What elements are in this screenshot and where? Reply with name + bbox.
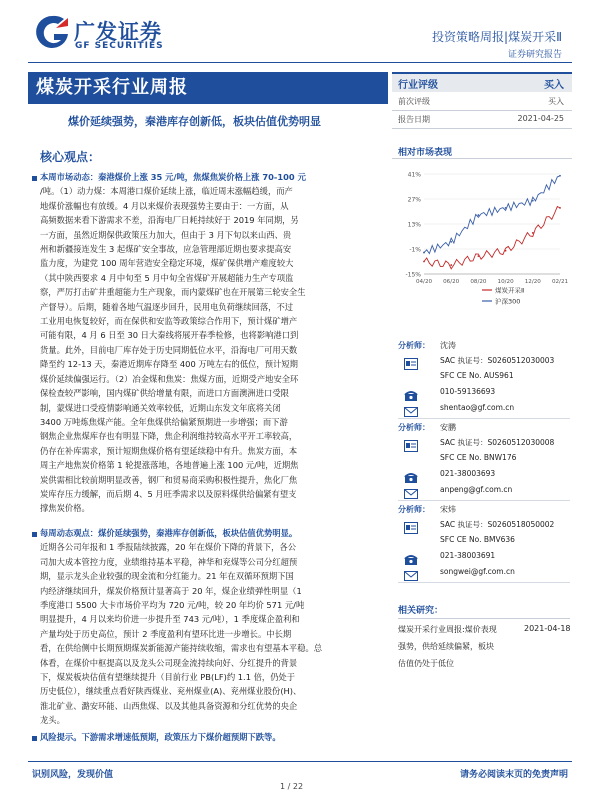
analyst-name: 安鹏 xyxy=(440,423,456,432)
data-point xyxy=(505,207,507,209)
data-point xyxy=(478,214,480,216)
paragraph-line: 期，显示龙头企业较强的现金流和分红能力。21 年在双循环预期下国 xyxy=(40,571,294,582)
paragraph-line: 下，煤炭板块估值有望继续提升（目前行业 PB(LF)约 1.1 倍，仍处于 xyxy=(40,672,296,683)
analyst-phone[interactable]: 010-59136693 xyxy=(440,387,496,396)
data-point xyxy=(423,261,425,263)
paragraph-line: 3400 万吨炼焦煤产能。全年焦煤供给偏紧预期进一步增强；而下游 xyxy=(40,416,288,427)
legend-label-2: 沪深300 xyxy=(495,297,521,306)
report-type: 证券研究报告 xyxy=(507,50,562,60)
analyst-phone[interactable]: 021-38003691 xyxy=(440,551,496,560)
data-point xyxy=(478,255,480,257)
chart-title-divider xyxy=(392,158,572,159)
paragraph-line: 风险提示。下游需求增速低预期，政策压力下煤价超预期下跌等。 xyxy=(40,732,281,742)
header-divider xyxy=(28,62,572,63)
paragraph-line: 察，严厉打击矿井重超能力生产现象，而内蒙煤矿也在开展第三轮安全生 xyxy=(40,287,306,298)
analyst-sac: SAC 执证号：S0260518050002 xyxy=(440,520,555,529)
gf-logo-icon xyxy=(34,14,70,52)
paragraph-line: 产督导）。后期，随着各地气温逐步回升，民用电负荷继续回落，不过 xyxy=(40,301,294,312)
email-icon xyxy=(404,567,418,579)
paragraph-line: /吨。（1）动力煤：本周港口煤价延续上涨，临近周末涨幅趋缓，而产 xyxy=(40,186,293,197)
analyst-label: 分析师： xyxy=(398,341,430,350)
paragraph-line: 炭库存压力缓解，而后期 4、5 月旺季需求以及原料煤供给偏紧有望支 xyxy=(40,488,297,499)
relative-performance-chart xyxy=(398,162,568,322)
page-number: 1 / 22 xyxy=(280,782,304,791)
paragraph-line: 每周动态观点：煤价延续强势，秦港库存创新低，板块估值优势明显。 xyxy=(40,528,298,538)
analyst-email[interactable]: songwei@gf.com.cn xyxy=(440,567,515,576)
data-point xyxy=(559,207,561,209)
rating-row-date xyxy=(392,112,572,128)
legend-label-1: 煤炭开采Ⅱ xyxy=(495,286,525,295)
footer-slogan: 识别风险，发现价值 xyxy=(32,770,114,780)
paragraph-line: 体看，在煤价中枢提高以及龙头公司现金流持续向好、分红提升的背景 xyxy=(40,657,298,668)
footer-divider xyxy=(28,761,572,762)
paragraph-line: 炭供需相比较前期明显改善，钢厂和贸易商采购积极性提升，焦化厂焦 xyxy=(40,474,298,485)
analyst-sfc: SFC CE No. BMV636 xyxy=(440,535,515,544)
rating-header-key: 行业评级 xyxy=(398,80,438,91)
paragraph-line: 保检查较严影响，国内煤矿供给增量有限，而进口方面澳洲进口受限 xyxy=(40,388,289,399)
report-title: 煤炭开采行业周报 xyxy=(28,72,388,104)
rating-row-previous xyxy=(392,94,572,110)
paragraph-line: 州和新疆接连发生 3 起煤矿安全事故，应急管理部近期也要求提高安 xyxy=(40,244,292,255)
x-tick-label: 06/20 xyxy=(443,279,460,285)
x-tick-label: 04/20 xyxy=(415,279,433,285)
analyst-sac: SAC 执证号：S0260512030008 xyxy=(440,438,555,447)
bullet-icon xyxy=(32,736,37,741)
y-tick-label: 41% xyxy=(407,171,421,179)
series-line-2 xyxy=(424,176,560,254)
paragraph-line: 仍存在补库需求，预计短期焦煤价格有望延续稳中有升。焦炭方面，本 xyxy=(40,445,298,456)
report-subtitle: 煤价延续强势，秦港库存创新低，板块估值优势明显 xyxy=(68,115,321,128)
analyst-sfc: SFC CE No. AUS961 xyxy=(440,371,514,380)
related-report-line-2[interactable]: 强势，供给延续偏紧，板块 xyxy=(398,642,494,651)
email-icon xyxy=(404,485,418,497)
related-report-line-3[interactable]: 估值仍处于低位 xyxy=(398,659,454,668)
paragraph-line: 货量。此外，目前电厂库存处于历史同期低位水平，沿海电厂可用天数 xyxy=(40,344,298,355)
related-divider xyxy=(398,618,570,619)
analyst-email[interactable]: anpeng@gf.com.cn xyxy=(440,485,513,494)
paragraph-line: 工业用电恢复较好，而在保供和安监等政策综合作用下，预计煤矿增产 xyxy=(40,316,298,327)
paragraph-line: 淮北矿业、潞安环能、山西焦煤、以及其他具备资源和分红优势的央企 xyxy=(40,700,298,711)
paragraph-line: 历史低位），继续重点看好陕西煤业、兖州煤业(A)、兖州煤业股份(H)、 xyxy=(40,686,302,697)
phone-icon xyxy=(404,387,418,399)
logo-text-cn: 广发证券 xyxy=(74,20,162,44)
id-card-icon xyxy=(404,519,418,531)
paragraph-line: 近期各公司年报和 1 季报陆续披露，20 年在煤价下降的背景下，各公 xyxy=(40,542,297,553)
phone-icon xyxy=(404,469,418,481)
id-card-icon xyxy=(404,355,418,367)
paragraph-line: 可能有限，4 月 6 日至 30 日大秦线将展开春季检修，也将影响港口到 xyxy=(40,330,299,341)
x-tick-label: 10/20 xyxy=(497,279,514,285)
rating-row-value: 2021-04-25 xyxy=(517,114,564,123)
related-report-line-1[interactable]: 煤炭开采行业周报:煤价表现 2021-04-18 xyxy=(398,624,571,634)
data-point xyxy=(450,264,452,266)
paragraph-line: 地煤价涨幅也有放缓。4 月以来煤价表现强势主要由于：一方面，从 xyxy=(40,200,289,211)
paragraph-line: 明显提升，4 月以来均价进一步提升至 743 元/吨），1 季度煤企盈利和 xyxy=(40,614,300,625)
logo-text-en: GF SECURITIES xyxy=(75,41,164,51)
data-point xyxy=(559,175,561,177)
analyst-sfc: SFC CE No. BNW176 xyxy=(440,453,517,462)
y-tick-label: 27% xyxy=(407,196,421,204)
core-view-title: 核心观点： xyxy=(40,150,101,164)
rating-header xyxy=(392,72,572,92)
analyst-label: 分析师： xyxy=(398,505,430,514)
rating-row-value: 买入 xyxy=(548,97,564,106)
x-tick-label: 02/21 xyxy=(551,279,568,285)
y-tick-label: -1% xyxy=(409,246,421,254)
risk-warning-paragraph xyxy=(40,730,380,744)
chart-title: 相对市场表现 xyxy=(398,148,453,158)
bullet-icon xyxy=(32,532,37,537)
paragraph-line: 产量均处于历史高位，预计 2 季度盈利有望环比进一步增长。中长期 xyxy=(40,628,292,639)
paragraph-line: 本周市场动态：秦港煤价上涨 35 元/吨，焦煤焦炭价格上涨 70-100 元 xyxy=(40,172,306,182)
market-dynamics-paragraph xyxy=(40,170,380,516)
y-tick-label: 13% xyxy=(407,221,421,229)
paragraph-line: 一方面，虽然近期保供政策压力加大，但由于 3 月下旬以来山西、贵 xyxy=(40,229,292,240)
data-point xyxy=(532,232,534,234)
rating-divider xyxy=(392,110,572,111)
data-point xyxy=(423,252,425,254)
paragraph-line: 司加大成本管控力度，业绩维持基本平稳，神华和兖煤等公司分红超预 xyxy=(40,556,298,567)
analyst-name: 沈涛 xyxy=(440,341,456,350)
analyst-divider xyxy=(398,500,570,501)
report-category: 投资策略周报|煤炭开采Ⅱ xyxy=(432,30,562,44)
analyst-sac: SAC 执证号：S0260512030003 xyxy=(440,356,555,365)
company-logo xyxy=(34,14,184,54)
phone-icon xyxy=(404,551,418,563)
analyst-divider xyxy=(398,418,570,419)
paragraph-line: 煤价延续偏强运行。（2）冶金煤和焦炭：焦煤方面，近期受产地安全环 xyxy=(40,373,299,384)
rating-row-key: 前次评级 xyxy=(398,97,430,106)
weekly-view-paragraph xyxy=(40,526,380,728)
bullet-icon xyxy=(32,176,37,181)
paragraph-line: 监力度，为建党 100 周年营造安全稳定环境，煤矿保供增产难度较大 xyxy=(40,258,294,269)
paragraph-line: 周主产地焦炭价格第 1 轮提涨落地，各地普遍上涨 100 元/吨，近期焦 xyxy=(40,460,299,471)
paragraph-line: 撑焦炭价格。 xyxy=(40,503,90,514)
email-icon xyxy=(404,403,418,415)
paragraph-line: （其中陕西要求 4 月中旬至 5 月中旬全省煤矿开展超能力生产专项监 xyxy=(40,272,294,283)
rating-divider xyxy=(392,128,572,129)
footer-disclaimer: 请务必阅读末页的免责声明 xyxy=(459,770,568,780)
related-report-date: 2021-04-18 xyxy=(524,624,571,633)
x-tick-label: 12/20 xyxy=(524,279,541,285)
paragraph-line: 高频数据来看下游需求不差，沿海电厂日耗持续好于 2019 年同期，另 xyxy=(40,215,299,226)
paragraph-line: 龙头。 xyxy=(40,715,65,726)
data-point xyxy=(532,200,534,202)
paragraph-line: 制，蒙煤进口受疫情影响通关效率较低，近期山东发文年底将关闭 xyxy=(40,402,281,413)
x-tick-label: 08/20 xyxy=(470,279,487,285)
analyst-email[interactable]: shentao@gf.com.cn xyxy=(440,403,515,412)
paragraph-line: 降至约 12-13 天，秦港近期库存降至 400 万吨左右的低位，预计短期 xyxy=(40,359,298,370)
analyst-phone[interactable]: 021-38003693 xyxy=(440,469,496,478)
id-card-icon xyxy=(404,437,418,449)
rating-header-value: 买入 xyxy=(544,80,564,91)
data-point xyxy=(450,241,452,243)
data-point xyxy=(505,250,507,252)
paragraph-line: 钢焦企业焦煤库存也有明显下降，焦企利润维持较高水平开工率较高， xyxy=(40,431,298,442)
analyst-name: 宋炜 xyxy=(440,505,456,514)
rating-row-key: 报告日期 xyxy=(398,115,430,124)
related-research-title: 相关研究： xyxy=(398,606,444,616)
analyst-label: 分析师： xyxy=(398,423,430,432)
paragraph-line: 季度港口 5500 大卡市场价平均为 720 元/吨，较 20 年均价 571 元/吨 xyxy=(40,600,305,611)
paragraph-line: 看，在供给侧中长期预期煤炭新能源产能持续收缩，需求也有望基本平稳。总 xyxy=(40,643,323,654)
y-tick-label: -15% xyxy=(405,271,421,279)
paragraph-line: 内经济继续回升，煤炭价格预计显著高于 20 年，煤企业绩弹性明显（1 xyxy=(40,585,302,596)
analyst-divider xyxy=(398,582,570,583)
